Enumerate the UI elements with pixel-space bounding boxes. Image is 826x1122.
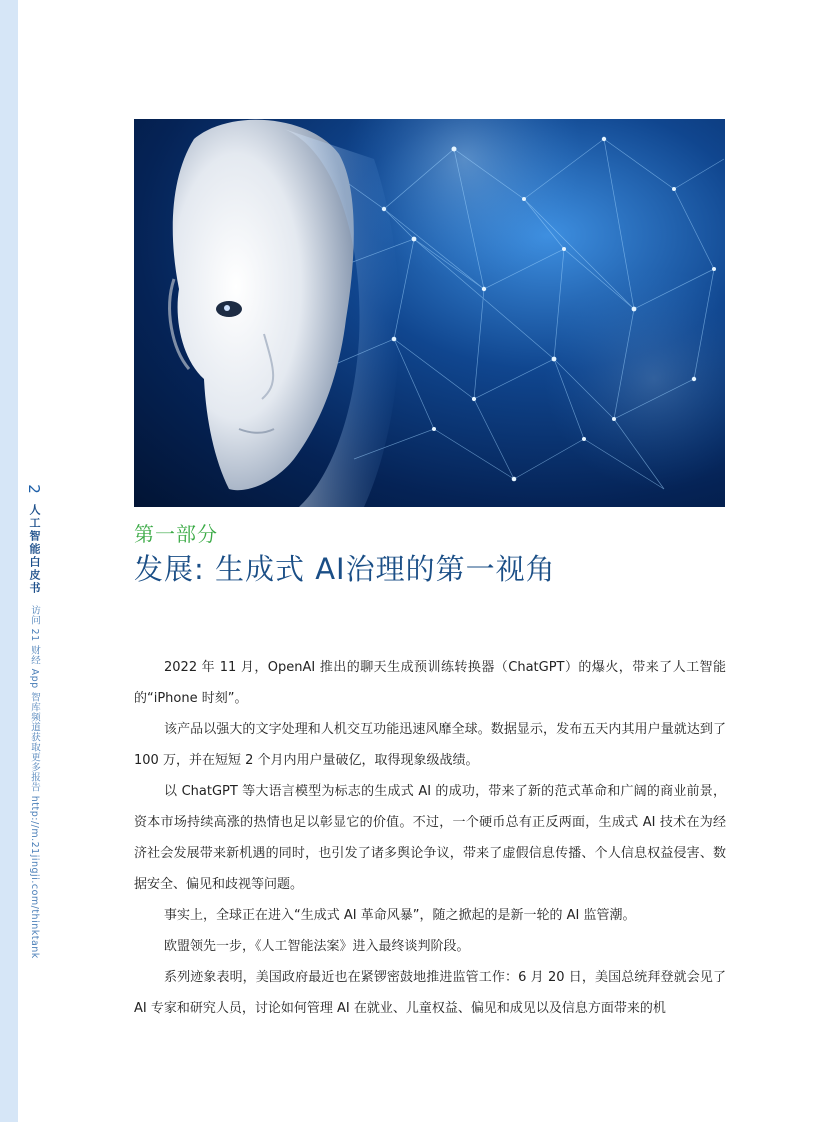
visit-link-text[interactable]: 访问 21 财经 App 智库频道获取更多报告 http://m.21jingji.com/thinktank	[29, 605, 40, 959]
paragraph: 系列迹象表明，美国政府最近也在紧锣密鼓地推进监管工作：6 月 20 日，美国总统拜登就会见了 AI 专家和研究人员，讨论如何管理 AI 在就业、儿童权益、偏见和成见以及信息方面带来的机	[134, 970, 726, 1016]
hero-image-ai-face	[134, 119, 725, 507]
hero-illustration	[134, 119, 725, 507]
paragraph: 2022 年 11 月，OpenAI 推出的聊天生成预训练转换器（ChatGPT）的爆火，带来了人工智能的“iPhone 时刻”。	[134, 660, 726, 706]
section-label: 第一部分	[134, 522, 218, 546]
page-number: 2	[24, 484, 43, 494]
side-strip	[0, 0, 18, 1122]
paragraph: 欧盟领先一步，《人工智能法案》进入最终谈判阶段。	[164, 939, 470, 954]
paragraph: 以 ChatGPT 等大语言模型为标志的生成式 AI 的成功，带来了新的范式革命和广阔的商业前景，资本市场持续高涨的热情也足以彰显它的价值。不过，一个硬币总有正反两面，生成式 AI 技术在为经济社会发展带来新机遇的同时，也引发了诸多舆论争议，带来了虚假信息传播、个人信息权益侵害、数据安全、偏见和歧视等问题。	[134, 784, 726, 892]
side-margin	[20, 480, 48, 959]
doc-title: 人工智能白皮书	[28, 504, 41, 595]
paragraph: 该产品以强大的文字处理和人机交互功能迅速风靡全球。数据显示，发布五天内其用户量就达到了 100 万，并在短短 2 个月内用户量破亿，取得现象级战绩。	[134, 722, 726, 768]
paragraph: 事实上，全球正在进入“生成式 AI 革命风暴”，随之掀起的是新一轮的 AI 监管潮。	[164, 908, 636, 923]
section-title: 发展: 生成式 AI治理的第一视角	[134, 552, 556, 586]
body-text	[134, 652, 726, 1024]
